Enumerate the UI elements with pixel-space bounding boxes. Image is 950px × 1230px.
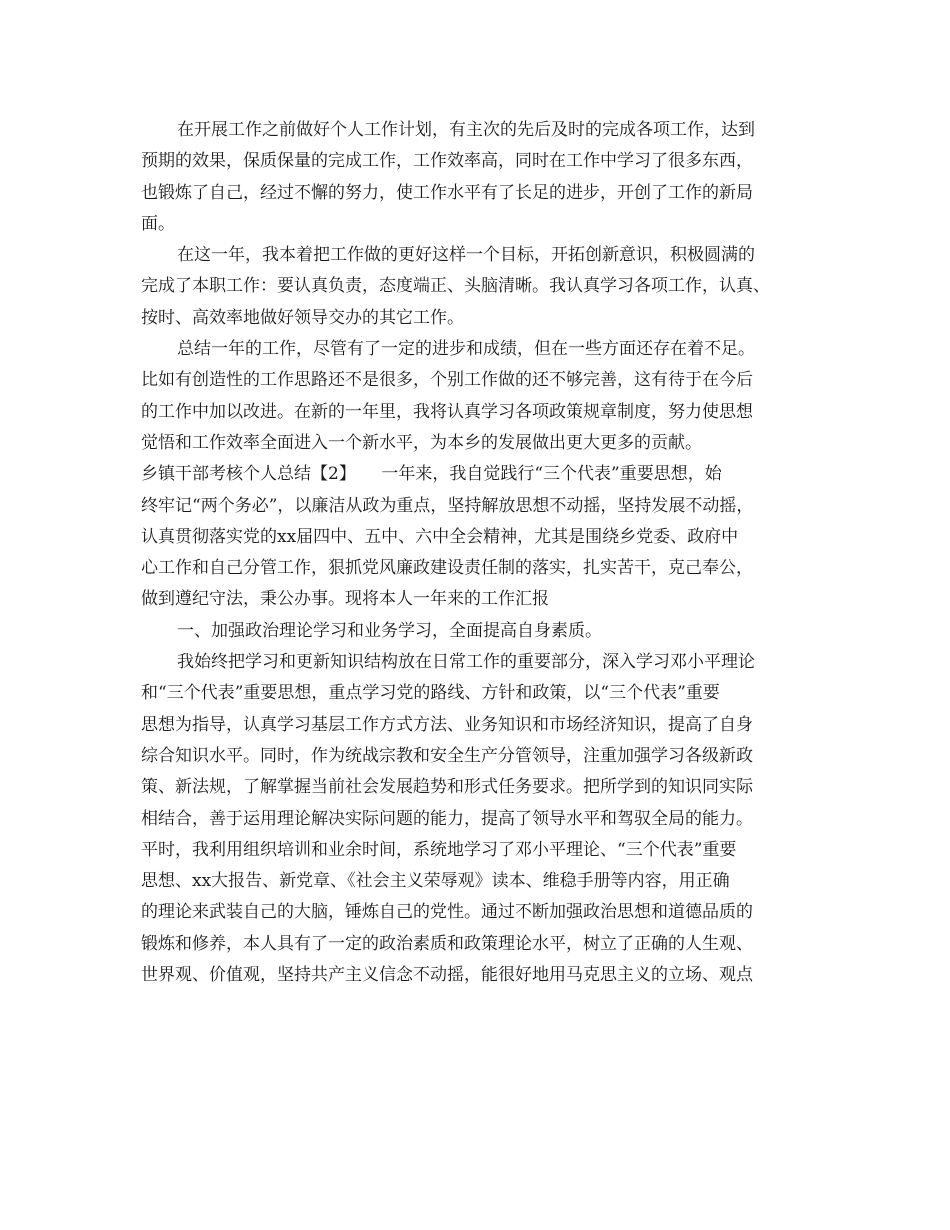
text-line: 和“三个代表”重要思想，重点学习党的路线、方针和政策，以“三个代表”重要 — [141, 683, 720, 704]
text-line: 一、加强政治理论学习和业务学习，全面提高自身素质。 — [177, 620, 602, 641]
text-line: 平时，我利用组织培训和业余时间，系统地学习了邓小平理论、“三个代表”重要 — [141, 839, 737, 860]
text-line: 预期的效果，保质保量的完成工作，工作效率高，同时在工作中学习了很多东西， — [141, 151, 753, 172]
text-line: 综合知识水平。同时，作为统战宗教和安全生产分管领导，注重加强学习各级新政 — [141, 745, 753, 766]
text-line: 策、新法规，了解掌握当前社会发展趋势和形式任务要求。把所学到的知识同实际 — [141, 777, 753, 798]
text-line: 在这一年，我本着把工作做的更好这样一个目标，开拓创新意识，积极圆满的 — [177, 245, 755, 266]
text-line: 认真贯彻落实党的xx届四中、五中、六中全会精神，尤其是围绕乡党委、政府中 — [141, 526, 739, 547]
text-line: 的理论来武装自己的大脑，锤炼自己的党性。通过不断加强政治思想和道德品质的 — [141, 902, 753, 923]
text-line: 终牢记“两个务必”，以廉洁从政为重点，坚持解放思想不动摇，坚持发展不动摇， — [141, 495, 754, 516]
text-line: 觉悟和工作效率全面进入一个新水平，为本乡的发展做出更大更多的贡献。 — [141, 432, 702, 453]
text-line: 在开展工作之前做好个人工作计划，有主次的先后及时的完成各项工作，达到 — [177, 120, 755, 140]
document-body — [141, 115, 821, 991]
text-line: 做到遵纪守法，秉公办事。现将本人一年来的工作汇报 — [141, 589, 549, 610]
text-line: 思想为指导，认真学习基层工作方式方法、业务知识和市场经济知识，提高了自身 — [141, 714, 753, 735]
text-line: 面。 — [141, 213, 175, 234]
text-line: 锻炼和修养，本人具有了一定的政治素质和政策理论水平，树立了正确的人生观、 — [141, 933, 753, 954]
text-line: 我始终把学习和更新知识结构放在日常工作的重要部分，深入学习邓小平理论 — [177, 652, 755, 673]
text-line: 完成了本职工作：要认真负责，态度端正、头脑清晰。我认真学习各项工作，认真、 — [141, 276, 770, 297]
text-line: 按时、高效率地做好领导交办的其它工作。 — [141, 307, 464, 328]
text-line: 思想、xx大报告、新党章、《社会主义荣辱观》读本、维稳手册等内容，用正确 — [141, 871, 730, 892]
text-line: 总结一年的工作，尽管有了一定的进步和成绩，但在一些方面还存在着不足。 — [177, 339, 755, 360]
text-line: 心工作和自己分管工作，狠抓党风廉政建设责任制的落实，扎实苦干，克己奉公， — [141, 558, 753, 579]
text-line: 世界观、价值观，坚持共产主义信念不动摇，能很好地用马克思主义的立场、观点 — [141, 965, 753, 986]
text-line: 的工作中加以改进。在新的一年里，我将认真学习各项政策规章制度，努力使思想 — [141, 401, 753, 422]
text-line: 相结合，善于运用理论解决实际问题的能力，提高了领导水平和驾驭全局的能力。 — [141, 808, 753, 829]
text-line: 乡镇干部考核个人总结【2】 一年来，我自觉践行“三个代表”重要思想，始 — [141, 464, 722, 485]
text-line: 比如有创造性的工作思路还不是很多，个别工作做的还不够完善，这有待于在今后 — [141, 370, 753, 391]
text-line: 也锻炼了自己，经过不懈的努力，使工作水平有了长足的进步，开创了工作的新局 — [141, 182, 753, 203]
